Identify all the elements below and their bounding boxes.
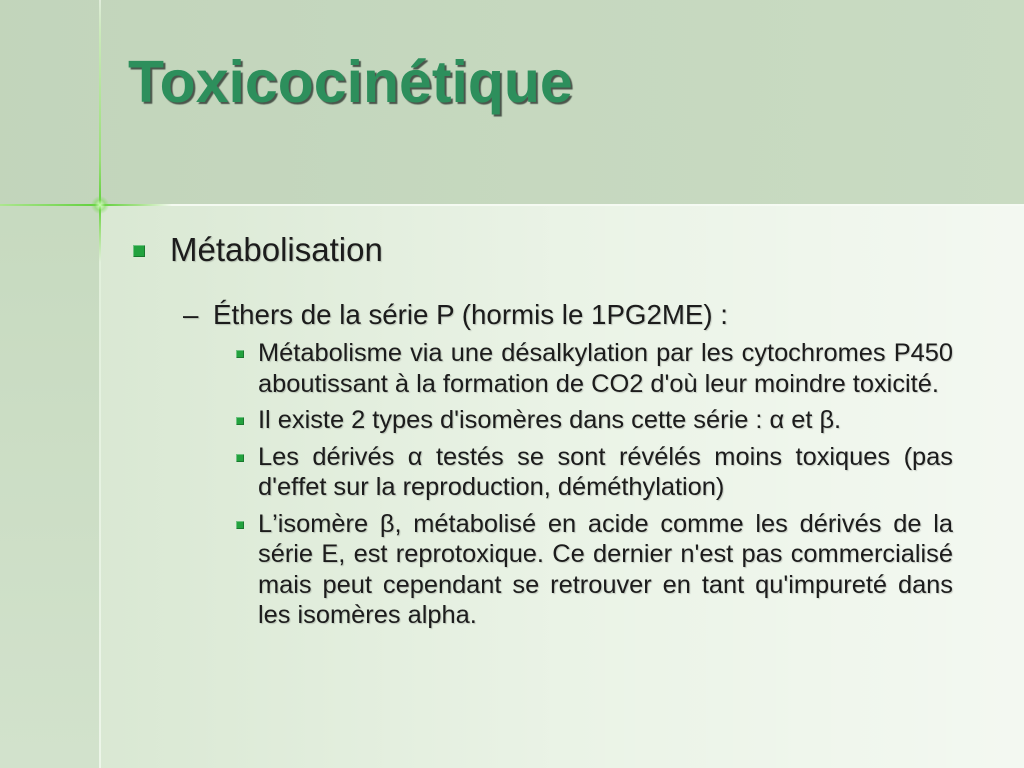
slide-title: Toxicocinétique: [128, 49, 573, 115]
list-item: [236, 405, 953, 436]
square-bullet-icon: [236, 350, 244, 358]
sub-bullet-text: Éthers de la série P (hormis le 1PG2ME) :: [213, 299, 728, 330]
bullet-level-2: [183, 298, 883, 332]
cross-glow: [91, 196, 109, 214]
list-item-text: Métabolisme via une désalkylation par les cytochromes P450 aboutissant à la formation de CO2 d'où leur moindre toxicité.: [258, 339, 953, 398]
dash-marker: –: [183, 299, 199, 330]
square-bullet-icon: [236, 521, 244, 529]
list-item-text: Les dérivés α testés se sont révélés moins toxiques (pas d'effet sur la reproduction, déméthylation): [258, 442, 953, 501]
list-item: [236, 338, 953, 399]
list-item: [236, 442, 953, 503]
bullet-level-3-list: [236, 338, 953, 637]
list-item-text: L’isomère β, métabolisé en acide comme les dérivés de la série E, est reprotoxique. Ce dernier n'est pas commercialisé mais peut cependant se retrouver en tant qu'impureté dans les isomères alpha.: [258, 509, 953, 629]
list-item-text: Il existe 2 types d'isomères dans cette série : α et β.: [258, 406, 842, 434]
square-bullet-icon: [236, 417, 244, 425]
horizontal-divider-line: [0, 204, 1024, 206]
bullet-text: Métabolisation: [170, 231, 383, 268]
square-bullet-icon: [236, 454, 244, 462]
vertical-divider-line: [99, 0, 101, 768]
list-item: [236, 509, 953, 631]
bullet-level-1: [133, 231, 533, 269]
square-bullet-icon: [133, 245, 145, 257]
left-band: [0, 205, 100, 768]
